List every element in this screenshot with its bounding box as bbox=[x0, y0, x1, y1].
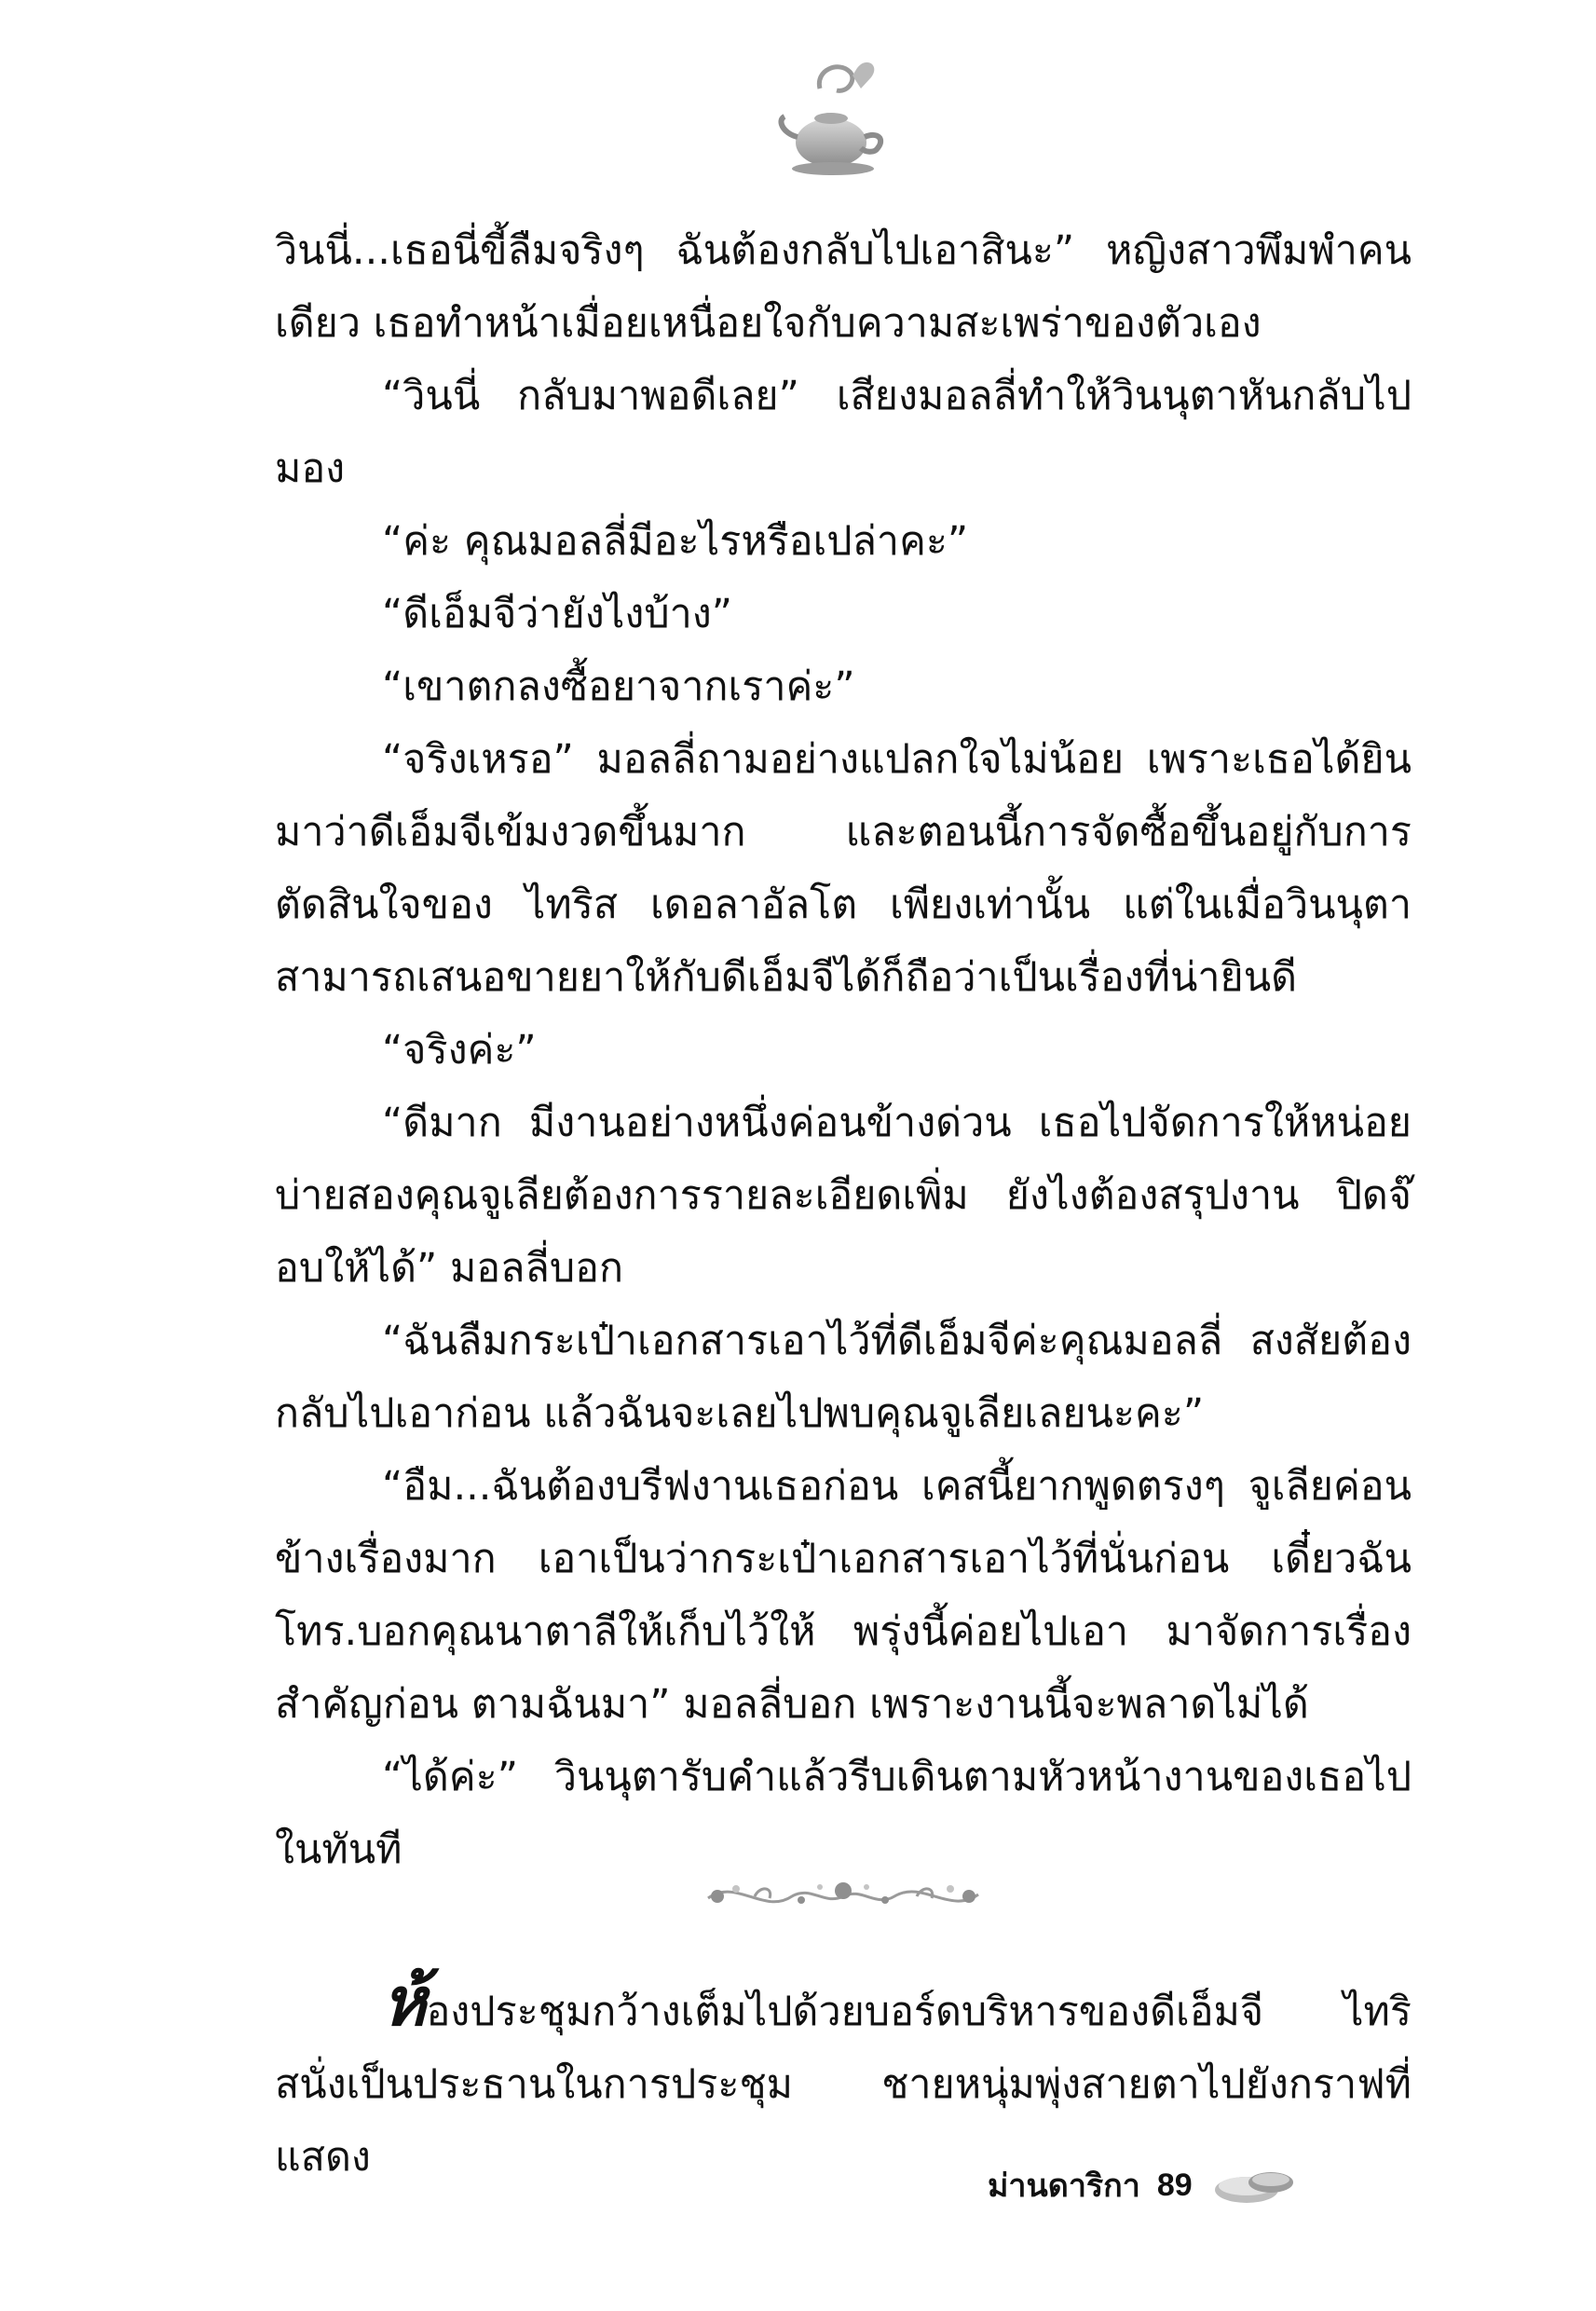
paragraph: “ดีมาก มีงานอย่างหนึ่งค่อนข้างด่วน เธอไปจัดการให้หน่อย บ่ายสองคุณจูเลียต้องการรายละเอียดเพิ่ม ยังไงต้องสรุปงาน ปิดจ๊อบให้ได้” มอลลี่บอก bbox=[275, 1100, 1412, 1292]
paragraph: “จริงเหรอ” มอลลี่ถามอย่างแปลกใจไม่น้อย เพราะเธอได้ยินมาว่าดีเอ็มจีเข้มงวดขึ้นมาก และตอนนี้การจัดซื้อขึ้นอยู่กับการตัดสินใจของ ไทริส เดอลาอัลโต เพียงเท่านั้น แต่ในเมื่อวินนุตาสามารถเสนอขายยาให้กับดีเอ็มจีได้ก็ถือว่าเป็นเรื่องที่น่ายินดี bbox=[275, 736, 1412, 1001]
paragraph: วินนี่...เธอนี่ขี้ลืมจริงๆ ฉันต้องกลับไปเอาสินะ” หญิงสาวพึมพำคนเดียว เธอทำหน้าเมื่อยเหนื่อยใจกับความสะเพร่าของตัวเอง bbox=[275, 227, 1412, 347]
paragraph: “จริงค่ะ” bbox=[382, 1027, 537, 1073]
paragraph: “ฉันลืมกระเป๋าเอกสารเอาไว้ที่ดีเอ็มจีค่ะคุณมอลลี่ สงสัยต้องกลับไปเอาก่อน แล้วฉันจะเลยไปพบคุณจูเลียเลยนะคะ” bbox=[275, 1318, 1412, 1437]
chapter-opening-text: องประชุมกว้างเต็มไปด้วยบอร์ดบริหารของดีเอ็มจี ไทริสนั่งเป็นประธานในการประชุม ชายหนุ่มพุ่งสายตาไปยังกราฟที่แสดง bbox=[275, 1989, 1412, 2181]
paragraph: “เขาตกลงซื้อยาจากเราค่ะ” bbox=[382, 663, 855, 710]
pills-icon bbox=[1209, 2162, 1298, 2208]
body-text bbox=[275, 214, 1412, 1886]
book-title: ม่านดาริกา bbox=[988, 2168, 1140, 2204]
page-number: 89 bbox=[1156, 2167, 1193, 2203]
teapot-ornament-icon bbox=[764, 51, 904, 191]
paragraph: “อืม...ฉันต้องบรีฟงานเธอก่อน เคสนี้ยากพูดตรงๆ จูเลียค่อนข้างเรื่องมาก เอาเป็นว่ากระเป๋าเอกสารเอาไว้ที่นั่นก่อน เดี๋ยวฉันโทร.บอกคุณนาตาลีให้เก็บไว้ให้ พรุ่งนี้ค่อยไปเอา มาจัดการเรื่องสำคัญก่อน ตามฉันมา” มอลลี่บอก เพราะงานนี้จะพลาดไม่ได้ bbox=[275, 1463, 1412, 1728]
paragraph: “ดีเอ็มจีว่ายังไงบ้าง” bbox=[382, 591, 733, 637]
floral-divider-icon bbox=[699, 1868, 988, 1924]
dropcap: ห้ bbox=[382, 1962, 427, 2041]
page-footer bbox=[988, 2157, 1416, 2213]
paragraph: “ค่ะ คุณมอลลี่มีอะไรหรือเปล่าคะ” bbox=[382, 518, 969, 565]
paragraph: “วินนี่ กลับมาพอดีเลย” เสียงมอลลี่ทำให้วินนุตาหันกลับไปมอง bbox=[275, 373, 1412, 492]
paragraph: “ได้ค่ะ” วินนุตารับคำแล้วรีบเดินตามหัวหน้างานของเธอไปในทันที bbox=[275, 1754, 1412, 1873]
